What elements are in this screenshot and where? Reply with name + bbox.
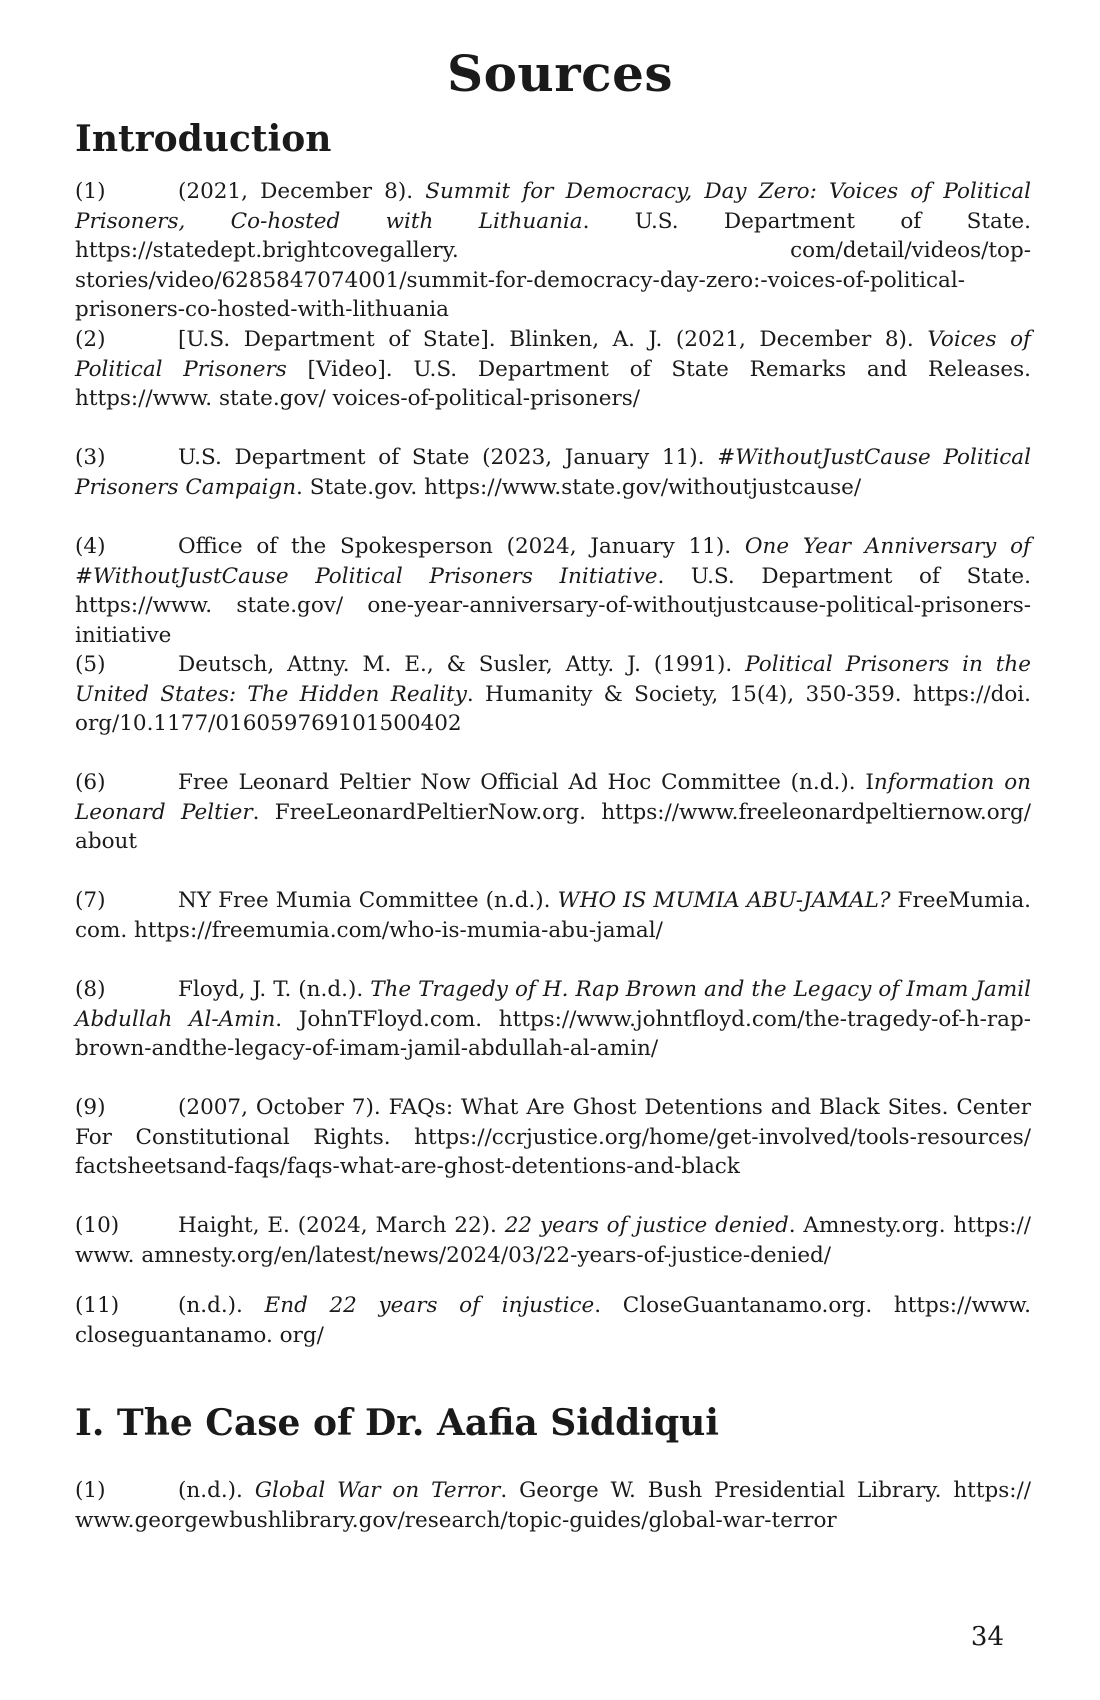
reference-item: (11) (n.d.). End 22 years of injustice. CloseGuantanamo.org. https://www. closeguantanamo. org/ <box>75 1293 1031 1348</box>
reference-item: (7) NY Free Mumia Committee (n.d.). WHO IS MUMIA ABU-JAMAL? FreeMumia. com. https://freemumia.com/who-is-mumia-abu-jamal/ <box>75 888 1031 943</box>
reference-item: (4) Office of the Spokesperson (2024, January 11). One Year Anniversary of #WithoutJustCause Political Prisoners Initiative. U.S. Department of State. https://www. state.gov/ one-year-anniversary-of-withoutjustcause-political-prisoners-initiative <box>75 534 1031 648</box>
page-number: 34 <box>970 1622 1004 1652</box>
reference-item: (1) (2021, December 8). Summit for Democracy, Day Zero: Voices of Political Prisoners, Co-hosted with Lithuania. U.S. Department of State. https://statedept.brightcovegallery. com/detail/videos/top-stories/video/6285847074001/summit-for-democracy-day-zero:-voices-of-political-prisoners-co-hosted-with-lithuania <box>75 179 1031 322</box>
reference-item: (1) (n.d.). Global War on Terror. George W. Bush Presidential Library. https:// www.georgewbushlibrary.gov/research/topic-guides/global-war-terror <box>75 1478 1031 1533</box>
page-title: Sources <box>446 44 674 103</box>
section-heading-case-aafia-siddiqui: I. The Case of Dr. Aafia Siddiqui <box>75 1402 719 1444</box>
reference-item: (2) [U.S. Department of State]. Blinken, A. J. (2021, December 8). Voices of Political Prisoners [Video]. U.S. Department of State Remarks and Releases. https://www. state.gov/ voices-of-political-prisoners/ <box>75 327 1031 411</box>
reference-list-introduction <box>75 177 1031 1361</box>
reference-list-case-aafia-siddiqui <box>75 1476 1031 1535</box>
reference-item: (5) Deutsch, Attny. M. E., & Susler, Atty. J. (1991). Political Prisoners in the United States: The Hidden Reality. Humanity & Society, 15(4), 350-359. https://doi. org/10.1177/016059769101500402 <box>75 652 1031 736</box>
reference-item: (9) (2007, October 7). FAQs: What Are Ghost Detentions and Black Sites. Center For Constitutional Rights. https://ccrjustice.org/home/get-involved/tools-resources/ factsheetsand-faqs/faqs-what-are-ghost-detentions-and-black <box>75 1095 1031 1179</box>
reference-item: (10) Haight, E. (2024, March 22). 22 years of justice denied. Amnesty.org. https:// www. amnesty.org/en/latest/news/2024/03/22-years-of-justice-denied/ <box>75 1213 1031 1268</box>
reference-item: (3) U.S. Department of State (2023, January 11). #WithoutJustCause Political Prisoners Campaign. State.gov. https://www.state.gov/withoutjustcause/ <box>75 445 1031 500</box>
reference-item: (6) Free Leonard Peltier Now Official Ad Hoc Committee (n.d.). Information on Leonard Peltier. FreeLeonardPeltierNow.org. https://www.freeleonardpeltiernow.org/ about <box>75 770 1031 854</box>
section-heading-introduction: Introduction <box>75 118 332 160</box>
reference-item: (8) Floyd, J. T. (n.d.). The Tragedy of H. Rap Brown and the Legacy of Imam Jamil Abdullah Al-Amin. JohnTFloyd.com. https://www.johntfloyd.com/the-tragedy-of-h-rapbrown-andthe-legacy-of-imam-jamil-abdullah-al-amin/ <box>75 977 1031 1061</box>
